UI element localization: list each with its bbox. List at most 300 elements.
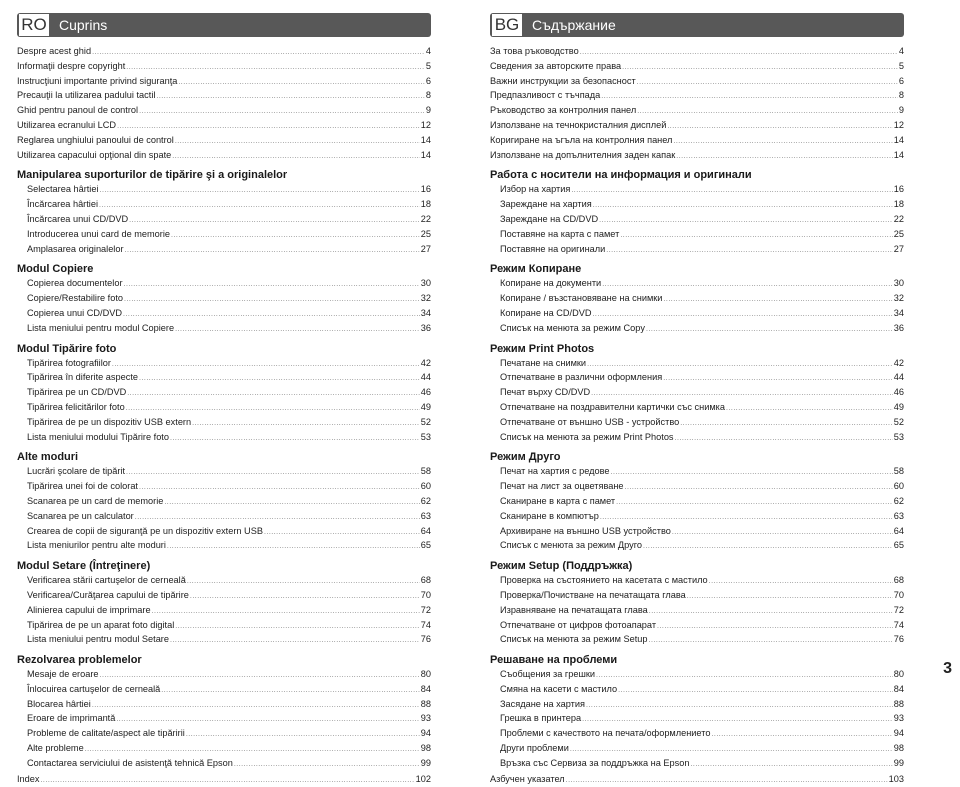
toc-entry[interactable] — [17, 60, 431, 75]
toc-entry-title: Зареждане на CD/DVD — [500, 213, 599, 224]
dot-leader — [186, 729, 420, 742]
dot-leader — [667, 121, 892, 134]
toc-entry-page: 63 — [893, 510, 904, 521]
toc-entry-title: Списък на менюта за режим Copy — [500, 322, 645, 333]
dot-leader — [600, 512, 893, 525]
toc-entry-title: Scanarea pe un card de memorie — [27, 495, 164, 506]
toc-entry-page: 12 — [893, 119, 904, 130]
page-number: 3 — [943, 660, 952, 677]
toc-entry-page: 34 — [893, 307, 904, 318]
toc-entry-title: Verificarea/Curăţarea capului de tipărire — [27, 589, 189, 600]
toc-entry-page: 18 — [420, 199, 431, 210]
toc-entry-title: Înlocuirea cartuşelor de cerneală — [27, 683, 161, 694]
toc-entry-title: Probleme de calitate/aspect ale tipăririi — [27, 728, 185, 739]
section-title[interactable]: Modul Setare (Întreţinere) — [17, 560, 151, 573]
toc-entry[interactable] — [490, 149, 904, 164]
section-title[interactable]: Режим Setup (Поддръжка) — [490, 560, 633, 573]
dot-leader — [100, 670, 420, 683]
toc-entry-page: 32 — [893, 293, 904, 304]
toc-entry-page: 8 — [425, 90, 431, 101]
toc-entry-page: 32 — [420, 293, 431, 304]
toc-entry[interactable] — [17, 727, 431, 742]
toc-entry-page: 12 — [420, 119, 431, 130]
dot-leader — [170, 433, 420, 446]
toc-entry[interactable] — [490, 386, 904, 401]
toc-entry[interactable] — [17, 213, 431, 228]
toc-entry-page: 64 — [420, 525, 431, 536]
toc-entry[interactable] — [17, 75, 431, 90]
toc-entry-page: 44 — [893, 372, 904, 383]
toc-entry-page: 76 — [420, 634, 431, 645]
dot-leader — [690, 759, 892, 772]
toc-entry-page: 64 — [893, 525, 904, 536]
toc-entry[interactable] — [490, 589, 904, 604]
toc-entry-title: Informaţii despre copyright — [17, 60, 126, 71]
toc-entry-page: 14 — [893, 149, 904, 160]
toc-entry[interactable] — [490, 525, 904, 540]
dot-leader — [156, 91, 424, 104]
toc-entry-title: Utilizarea capacului opţional din spate — [17, 149, 172, 160]
section-title[interactable]: Rezolvarea problemelor — [17, 654, 142, 667]
toc-entry-page: 14 — [893, 134, 904, 145]
toc-entry[interactable] — [490, 633, 904, 648]
language-code-badge: RO — [19, 14, 49, 36]
toc-entry-page: 58 — [420, 466, 431, 477]
toc-entry-title: Ghid pentru panoul de control — [17, 105, 139, 116]
toc-entry[interactable] — [17, 698, 431, 713]
toc-entry-page: 22 — [420, 213, 431, 224]
toc-entry-title: Списък на менюта за режим Setup — [500, 634, 648, 645]
toc-entry-page: 34 — [420, 307, 431, 318]
dot-leader — [171, 230, 420, 243]
toc-entry[interactable] — [17, 757, 431, 772]
toc-entry[interactable] — [17, 119, 431, 134]
toc-entry[interactable] — [490, 401, 904, 416]
toc-entry-title: Tipărirea de pe un aparat foto digital — [27, 619, 175, 630]
dot-leader — [264, 527, 420, 540]
toc-entry[interactable] — [17, 322, 431, 337]
dot-leader — [123, 309, 420, 322]
toc-entry-page: 63 — [420, 510, 431, 521]
dot-leader — [566, 775, 888, 787]
toc-entry-title: Crearea de copii de siguranţă pe un dispozitiv extern USB — [27, 525, 263, 536]
toc-entry-page: 36 — [893, 322, 904, 333]
toc-entry-title: Tipărirea de pe un dispozitiv USB extern — [27, 416, 192, 427]
toc-entry-title: Despre acest ghid — [17, 46, 92, 56]
dot-leader — [124, 279, 420, 292]
toc-entry-page: 52 — [420, 416, 431, 427]
toc-entry-page: 60 — [893, 481, 904, 492]
toc-entry-title: Проверка на състоянието на касетата с мастило — [500, 575, 708, 586]
toc-entry[interactable] — [17, 510, 431, 525]
dot-leader — [622, 62, 898, 75]
toc-entry-title: Използване на течнокристалния дисплей — [490, 119, 667, 130]
toc-entry-page: 18 — [893, 199, 904, 210]
toc-entry[interactable] — [17, 134, 431, 149]
toc-entry[interactable] — [490, 307, 904, 322]
toc-entry-page: 4 — [898, 46, 904, 56]
toc-entry[interactable] — [490, 292, 904, 307]
toc-entry[interactable] — [490, 619, 904, 634]
toc-entry-title: Blocarea hârtiei — [27, 698, 91, 709]
dot-leader — [167, 541, 420, 554]
toc-entry[interactable] — [17, 277, 431, 292]
dot-leader — [625, 482, 893, 495]
toc-entry[interactable] — [17, 228, 431, 243]
toc-entry-page: 76 — [893, 634, 904, 645]
toc-entry-page: 72 — [893, 604, 904, 615]
toc-entry[interactable] — [490, 465, 904, 480]
toc-title: Cuprins — [59, 17, 108, 33]
toc-entry-title: Копиране / възстановяване на снимки — [500, 293, 663, 304]
toc-entry[interactable] — [490, 104, 904, 119]
toc-entry-title: Проблеми с качеството на печата/оформлението — [500, 728, 711, 739]
toc-entry[interactable] — [17, 604, 431, 619]
toc-entry[interactable] — [17, 589, 431, 604]
toc-entry[interactable] — [17, 183, 431, 198]
toc-entry-page: 84 — [893, 683, 904, 694]
toc-entry[interactable] — [17, 243, 431, 258]
toc-header-ro — [17, 13, 431, 37]
dot-leader — [649, 606, 893, 619]
toc-entry-title: Alte probleme — [27, 743, 84, 754]
toc-entry-page: 68 — [893, 575, 904, 586]
toc-entry-page: 70 — [893, 589, 904, 600]
dot-leader — [592, 309, 892, 322]
toc-entry[interactable] — [17, 712, 431, 727]
toc-entry-page: 27 — [893, 243, 904, 254]
toc-entry-title: Отпечатване от външно USB - устройство — [500, 416, 680, 427]
toc-entry-title: Tipărirea în diferite aspecte — [27, 372, 138, 383]
toc-entry[interactable] — [17, 149, 431, 164]
dot-leader — [92, 700, 420, 713]
toc-entry-title: Scanarea pe un calculator — [27, 510, 134, 521]
toc-entry-title: Съобщения за грешки — [500, 669, 596, 680]
toc-entry-title: Eroare de imprimantă — [27, 713, 116, 724]
toc-entry-page: 62 — [893, 495, 904, 506]
toc-entry[interactable] — [17, 574, 431, 589]
toc-entry[interactable] — [490, 228, 904, 243]
toc-entry-title: Други проблеми — [500, 743, 569, 754]
toc-entry[interactable] — [490, 668, 904, 683]
dot-leader — [672, 527, 893, 540]
toc-entry-title: Печат на хартия с редове — [500, 466, 610, 477]
toc-entry-page: 6 — [425, 75, 431, 86]
toc-entry[interactable] — [490, 371, 904, 386]
toc-entry[interactable] — [17, 619, 431, 634]
toc-entry[interactable] — [490, 277, 904, 292]
toc-entry[interactable] — [17, 525, 431, 540]
toc-entry-title: Отпечатване от цифров фотоапарат — [500, 619, 657, 630]
toc-entry[interactable] — [490, 75, 904, 90]
toc-entry[interactable] — [17, 431, 431, 446]
dot-leader — [646, 324, 893, 337]
toc-body-bg — [490, 45, 904, 787]
dot-leader — [126, 403, 420, 416]
toc-entry[interactable] — [490, 60, 904, 75]
toc-entry[interactable] — [17, 742, 431, 757]
dot-leader — [611, 467, 893, 480]
dot-leader — [187, 576, 420, 589]
dot-leader — [618, 685, 893, 698]
toc-entry[interactable] — [17, 357, 431, 372]
toc-entry-title: Връзка със Сервиза за поддръжка на Epson — [500, 757, 690, 768]
toc-entry[interactable] — [490, 480, 904, 495]
toc-entry-title: Lista meniului pentru modul Setare — [27, 634, 169, 645]
dot-leader — [164, 497, 419, 510]
toc-entry-page: 99 — [420, 757, 431, 768]
toc-entry[interactable] — [17, 668, 431, 683]
dot-leader — [116, 714, 419, 727]
toc-entry-page: 49 — [420, 401, 431, 412]
toc-entry[interactable] — [17, 683, 431, 698]
dot-leader — [139, 373, 420, 386]
toc-entry[interactable] — [490, 698, 904, 713]
toc-entry-page: 80 — [893, 669, 904, 680]
toc-entry-page: 14 — [420, 134, 431, 145]
language-code-badge: BG — [492, 14, 522, 36]
toc-entry-title: Азбучен указател — [490, 773, 565, 784]
toc-entry-page: 44 — [420, 372, 431, 383]
dot-leader — [616, 497, 893, 510]
toc-entry-title: Alinierea capului de imprimare — [27, 604, 151, 615]
toc-entry[interactable] — [17, 386, 431, 401]
toc-entry-page: 58 — [893, 466, 904, 477]
dot-leader — [586, 700, 893, 713]
toc-entry[interactable] — [490, 727, 904, 742]
dot-leader — [172, 151, 420, 164]
toc-entry[interactable] — [490, 539, 904, 554]
toc-entry-title: Изравняване на печатащата глава — [500, 604, 648, 615]
dot-leader — [175, 324, 420, 337]
toc-entry-page: 88 — [420, 698, 431, 709]
toc-entry-title: Tipărirea fotografiilor — [27, 357, 111, 368]
toc-entry-title: Tipărirea felicitărilor foto — [27, 401, 125, 412]
toc-entry-title: Зареждане на хартия — [500, 199, 592, 210]
dot-leader — [687, 591, 893, 604]
toc-entry-page: 25 — [420, 228, 431, 239]
dot-leader — [663, 294, 892, 307]
toc-entry[interactable] — [490, 495, 904, 510]
toc-entry-page: 99 — [893, 757, 904, 768]
toc-entry-page: 68 — [420, 575, 431, 586]
toc-entry-page: 46 — [893, 387, 904, 398]
dot-leader — [129, 215, 420, 228]
toc-entry-page: 46 — [420, 387, 431, 398]
toc-entry-page: 52 — [893, 416, 904, 427]
toc-entry-title: За това ръководство — [490, 46, 579, 56]
dot-leader — [192, 418, 420, 431]
section-title[interactable]: Режим Друго — [490, 451, 561, 464]
toc-entry[interactable] — [490, 742, 904, 757]
toc-entry-page: 93 — [893, 713, 904, 724]
section-title[interactable]: Modul Tipărire foto — [17, 342, 117, 355]
dot-leader — [234, 759, 420, 772]
dot-leader — [170, 635, 420, 648]
toc-entry-page: 84 — [420, 683, 431, 694]
toc-entry[interactable] — [490, 198, 904, 213]
toc-entry-title: Selectarea hârtiei — [27, 184, 99, 195]
toc-entry-title: Грешка в принтера — [500, 713, 582, 724]
toc-entry-page: 62 — [420, 495, 431, 506]
toc-entry[interactable] — [17, 198, 431, 213]
toc-entry[interactable] — [17, 401, 431, 416]
section-title[interactable]: Manipularea suporturilor de tipărire şi a originalelor — [17, 169, 288, 182]
dot-leader — [126, 62, 425, 75]
toc-entry-title: Поставяне на оригинали — [500, 243, 606, 254]
toc-entry[interactable] — [490, 243, 904, 258]
dot-leader — [620, 230, 892, 243]
toc-entry-title: Засядане на хартия — [500, 698, 585, 709]
dot-leader — [663, 373, 893, 386]
dot-leader — [587, 359, 893, 372]
toc-entry[interactable] — [490, 510, 904, 525]
toc-entry-page: 70 — [420, 589, 431, 600]
toc-entry[interactable] — [17, 416, 431, 431]
toc-entry[interactable] — [490, 712, 904, 727]
toc-entry[interactable] — [490, 604, 904, 619]
toc-entry[interactable] — [490, 431, 904, 446]
toc-entry[interactable] — [490, 357, 904, 372]
toc-entry-title: Lista meniului pentru modul Copiere — [27, 322, 175, 333]
toc-entry-page: 94 — [893, 728, 904, 739]
toc-entry[interactable] — [490, 416, 904, 431]
toc-entry-page: 36 — [420, 322, 431, 333]
toc-entry[interactable] — [490, 134, 904, 149]
toc-entry[interactable] — [490, 119, 904, 134]
toc-entry-page: 65 — [420, 540, 431, 551]
toc-entry-page: 53 — [420, 431, 431, 442]
toc-entry-title: Проверка/Почистване на печатащата глава — [500, 589, 686, 600]
toc-entry-page: 25 — [893, 228, 904, 239]
toc-entry-title: Încărcarea unui CD/DVD — [27, 213, 129, 224]
toc-title: Съдържание — [532, 17, 616, 33]
toc-entry-title: Utilizarea ecranului LCD — [17, 119, 117, 130]
toc-entry-title: Списък с менюта за режим Друго — [500, 540, 642, 551]
toc-entry[interactable] — [17, 307, 431, 322]
toc-entry[interactable] — [17, 371, 431, 386]
toc-entry[interactable] — [490, 183, 904, 198]
toc-entry[interactable] — [17, 773, 431, 787]
toc-entry[interactable] — [17, 465, 431, 480]
toc-entry-page: 30 — [420, 278, 431, 289]
section-title[interactable]: Alte moduri — [17, 451, 79, 464]
toc-entry[interactable] — [17, 104, 431, 119]
toc-entry-page: 6 — [898, 75, 904, 86]
dot-leader — [139, 482, 420, 495]
dot-leader — [125, 245, 420, 258]
toc-entry-title: Копиране на документи — [500, 278, 602, 289]
section-title[interactable]: Решаване на проблеми — [490, 654, 618, 667]
toc-entry[interactable] — [490, 213, 904, 228]
toc-entry[interactable] — [490, 683, 904, 698]
dot-leader — [643, 541, 893, 554]
toc-entry[interactable] — [17, 292, 431, 307]
toc-entry-page: 93 — [420, 713, 431, 724]
toc-entry[interactable] — [17, 45, 431, 60]
toc-entry-title: Copierea documentelor — [27, 278, 123, 289]
dot-leader — [675, 433, 893, 446]
section-title[interactable]: Modul Copiere — [17, 263, 94, 276]
dot-leader — [649, 635, 893, 648]
dot-leader — [126, 467, 420, 480]
toc-entry[interactable] — [490, 757, 904, 772]
dot-leader — [606, 245, 893, 258]
section-title[interactable]: Работа с носители на информация и оригинали — [490, 169, 752, 182]
toc-entry-title: Печат върху CD/DVD — [500, 387, 591, 398]
dot-leader — [596, 670, 893, 683]
toc-entry-title: Важни инструкции за безопасност — [490, 75, 636, 86]
toc-entry[interactable] — [17, 480, 431, 495]
toc-entry-title: Печат на лист за оцветяване — [500, 481, 624, 492]
toc-entry-page: 98 — [893, 743, 904, 754]
toc-entry-page: 8 — [898, 90, 904, 101]
toc-entry-page: 80 — [420, 669, 431, 680]
dot-leader — [175, 136, 420, 149]
toc-entry[interactable] — [490, 89, 904, 104]
toc-entry-title: Precauţii la utilizarea padului tactil — [17, 90, 156, 101]
toc-entry-title: Печатане на снимки — [500, 357, 587, 368]
dot-leader — [135, 512, 420, 525]
toc-entry-page: 30 — [893, 278, 904, 289]
toc-entry-title: Lista meniurilor pentru alte moduri — [27, 540, 166, 551]
toc-entry-page: 49 — [893, 401, 904, 412]
toc-entry-page: 4 — [425, 46, 431, 56]
toc-entry-page: 16 — [893, 184, 904, 195]
toc-entry-title: Tipărirea pe un CD/DVD — [27, 387, 127, 398]
toc-entry[interactable] — [17, 495, 431, 510]
toc-entry[interactable] — [490, 322, 904, 337]
toc-entry-title: Сканиране в компютър — [500, 510, 599, 521]
toc-entry-title: Коригиране на ъгъла на контролния панел — [490, 134, 673, 145]
toc-entry-title: Încărcarea hârtiei — [27, 199, 98, 210]
toc-entry[interactable] — [17, 89, 431, 104]
dot-leader — [726, 403, 893, 416]
section-title[interactable]: Режим Копиране — [490, 263, 582, 276]
toc-entry-title: Поставяне на карта с памет — [500, 228, 620, 239]
toc-entry[interactable] — [490, 773, 904, 787]
toc-entry[interactable] — [490, 45, 904, 60]
dot-leader — [637, 106, 898, 119]
section-title[interactable]: Режим Print Photos — [490, 342, 595, 355]
toc-entry-title: Contactarea serviciului de asistenţă tehnică Epson — [27, 757, 233, 768]
toc-entry-title: Reglarea unghiului panoului de control — [17, 134, 174, 145]
dot-leader — [673, 136, 892, 149]
dot-leader — [680, 418, 893, 431]
toc-entry-page: 74 — [893, 619, 904, 630]
toc-entry-page: 102 — [415, 773, 431, 784]
toc-entry[interactable] — [17, 633, 431, 648]
toc-entry-page: 9 — [898, 105, 904, 116]
toc-entry-title: Списък на менюта за режим Print Photos — [500, 431, 674, 442]
dot-leader — [112, 359, 420, 372]
dot-leader — [40, 775, 414, 787]
dot-leader — [676, 151, 893, 164]
toc-entry-page: 103 — [888, 773, 904, 784]
dot-leader — [657, 621, 893, 634]
toc-entry[interactable] — [17, 539, 431, 554]
toc-entry-title: Избор на хартия — [500, 184, 571, 195]
toc-entry-title: Amplasarea originalelor — [27, 243, 124, 254]
toc-entry-page: 98 — [420, 743, 431, 754]
toc-entry[interactable] — [490, 574, 904, 589]
toc-entry-title: Ръководство за контролния панел — [490, 105, 637, 116]
toc-entry-title: Copiere/Restabilire foto — [27, 293, 124, 304]
dot-leader — [178, 77, 425, 90]
toc-entry-page: 9 — [425, 105, 431, 116]
toc-entry-title: Lucrări şcolare de tipărit — [27, 466, 126, 477]
dot-leader — [161, 685, 419, 698]
